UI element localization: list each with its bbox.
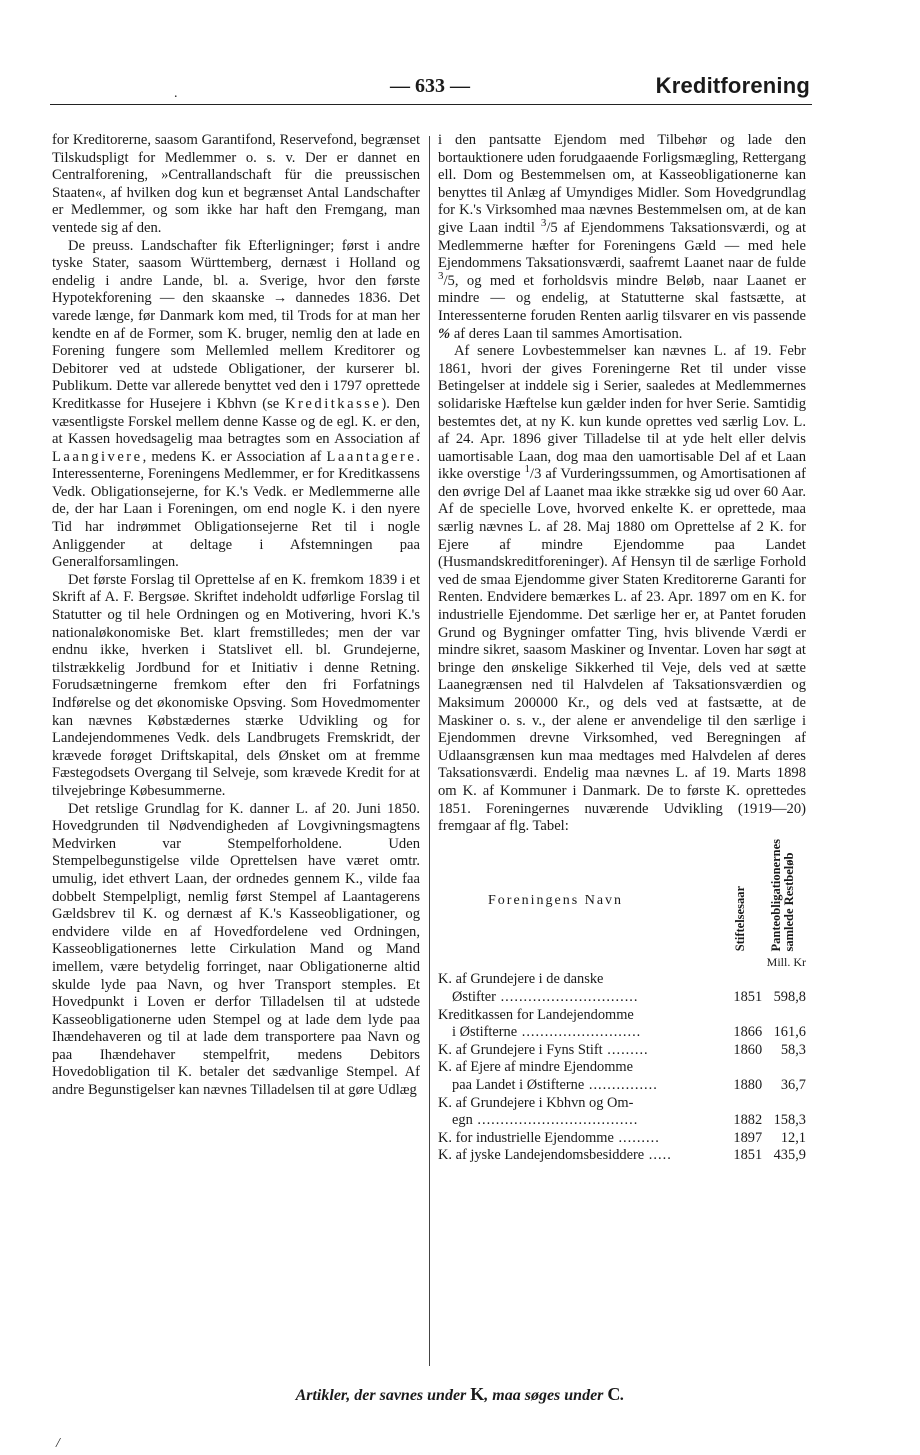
table-cell-name: i Østifterne .......................... [452, 1024, 642, 1041]
table-cell-name: K. af Grundejere i Kbhvn og Om- [438, 1094, 634, 1111]
footer-note: Artikler, der savnes under K, maa søges under C. [295, 1384, 625, 1404]
emphasis-kreditkasse: Kreditkasse [285, 395, 382, 412]
table-cell-name: K. for industrielle Ejendomme ......... [438, 1129, 660, 1146]
emphasis-laangivere: Laangivere [52, 448, 143, 465]
table-row [438, 1024, 806, 1042]
unit-label: Mill. Kr [766, 954, 806, 969]
table-cell-name: K. af Ejere af mindre Ejendomme [438, 1059, 633, 1076]
associations-table [438, 971, 806, 1165]
table-row [438, 1077, 806, 1095]
table-cell-value: 12,1 [780, 1129, 806, 1146]
table-row [438, 1130, 806, 1148]
left-paragraph-4: Det retslige Grundlag for K. danner L. af 20. Juni 1850. Hovedgrunden til Nødvendigheden af Lovgivningsmagtens Medvirken var Stempelforholdene. Uden Stempelbegunstigelse vilde Oprettelsen have været omtr. umulig, idet ethvert Laan, der ordnedes gennem K., vilde faa dobbelt Stempelpligt, nemlig først Stempel af Laantagerens Gældsbrev til K. og dernæst af K.'s Kasseobligationer, og endvidere vilde en af Hovedfordelene ved Ordningen, Kasseobligationernes lette Cirkulation Mand og Mand imellem, være betydelig forringet, naar Obligationerne altid skulde lyde paa Navn, og hver Transport stemples. Et Hovedpunkt i Loven er derfor Tilladelsen til at udstede Kasseobligationerne uden Stempel og at lade dem lyde paa Ihændehaveren og til at lade dem transportere paa Navn og paa Ihændehaver stempelfrit, medens Debitors Hovedobligation til K. betaler det sædvanlige Stempel. Af andre Begunstigelser kan nævnes Tilladelsen til at gøre Udlæg [52, 800, 420, 1099]
right-column [438, 132, 806, 1165]
table-row [438, 1147, 806, 1165]
table-cell-year: 1866 [733, 1024, 763, 1041]
right-paragraph-1: i den pantsatte Ejendom med Tilbehør og lade den bortauktionere uden forudgaaende Forligsmægling, Rettergang ell. Dom og Bestemmelsen om, at Kasseobligationerne kan benyttes til Anlæg af Umyndiges Midler. Som Hovedgrundlag for K.'s Virksomhed maa nævnes Bestemmelsen om, at de kan give Laan indtil $^3$/5 af Ejendommens Taksationsværdi, og at Medlemmerne hæfter for Foreningens Gæld — med hele Ejendommens Taksationsværdi, saafremt Laanet naar de fulde $^3$/5, og med et forholdsvis mindre Beløb, naar Laanet er mindre — og endelig, at Statutterne skal fastsætte, at Interessenterne foruden Renten aarlig tilsvarer en vis passende % af deres Laan til sammes Amortisation. [438, 132, 806, 342]
emphasis-laantagere: Laantagere [326, 448, 417, 465]
table-header [438, 840, 806, 952]
table-cell-year: 1860 [733, 1041, 763, 1058]
table-cell-name: K. af Grundejere i de danske [438, 971, 604, 988]
column-header-name: Foreningens Navn [488, 892, 624, 908]
left-column [52, 132, 420, 1100]
table-row [438, 1095, 806, 1113]
header-rule [50, 104, 812, 105]
table-cell-name: egn ................................... [452, 1112, 639, 1129]
table-cell-name: K. af Grundejere i Fyns Stift ......... [438, 1041, 649, 1058]
table-cell-value: 158,3 [773, 1112, 806, 1129]
table-cell-name: K. af jyske Landejendomsbesiddere ..... [438, 1147, 672, 1164]
table-row [438, 1112, 806, 1130]
table-row [438, 971, 806, 989]
table-cell-year: 1882 [733, 1112, 763, 1129]
table-cell-value: 161,6 [773, 1024, 806, 1041]
table-cell-name: Østifter .............................. [452, 988, 639, 1005]
table-cell-name: paa Landet i Østifterne ............... [452, 1076, 658, 1093]
left-paragraph-3: Det første Forslag til Oprettelse af en K. fremkom 1839 i et Skrift af A. F. Bergsøe. Skriftet indeholdt udførlige Forslag til Statutter og til hele Ordningen og en Motivering, hvori K.'s nationaløkonomiske Bet. klart fremstilledes; men der var endnu ikke, hverken i Statslivet ell. bl. Grundejerne, tilstrækkelig Jordbund for et Initiativ i denne Retning. Forudsætningerne fremkom efter den fri Forfatnings Indførelse og det økonomiske Opsving. Som Hovedmomenter kan nævnes Købstædernes stærke Udvikling og for Landejendommenes Vedk. dels Landbrugets Fremskridt, der krævede forøget Driftskapital, dels Ønsket om at fremme Fæstegodsets Overgang til Selveje, som krævede Kredit for at tilvejebringe Købesummerne. [52, 571, 420, 799]
column-header-year: Stiftelsesaar [733, 886, 747, 952]
column-divider [429, 136, 430, 1366]
table-cell-year: 1851 [733, 988, 763, 1005]
running-head: Kreditforening [655, 73, 810, 98]
left-paragraph-2: De preuss. Landschafter fik Efterligninger; først i andre tyske Stater, saasom Württemberg, dernæst i Holland og endelig i andre Lande, bl. a. Sverige, hvor den første Hypotekforening — den skaanske → dannedes 1836. Det varede længe, før Danmark kom med, til Trods for at man her kendte en af de Former, som K. bruger, nemlig den at lade en Forening fungere som Mellemled mellem Kreditorer og Debitorer ved at udstede Obligationer, der kurserer bl. Publikum. Dette var allerede benyttet ved den i 1797 oprettede Kreditkasse for Husejere i Kbhvn (se Kreditkasse). Den væsentligste Forskel mellem denne Kasse og de egl. K. er den, at Kassen hovedsagelig maa betragtes som en Association af Laangivere, medens K. er Association af Laantagere. Interessenterne, Foreningens Medlemmer, er for Kreditkassens Vedk. Obligationsejerne, for K.'s Vedk. er Medlemmerne alle de, der har Laan i Foreningen, om end nogle K. i den nyere Tid har indrømmet Obligationsejerne Ret til i nogle Anliggender at deltage i Afstemningen paa Generalforsamlingen. [52, 237, 420, 571]
table-row [438, 1007, 806, 1025]
table-row [438, 1042, 806, 1060]
table-cell-year: 1897 [733, 1129, 763, 1146]
table-cell-value: 58,3 [780, 1041, 806, 1058]
table-cell-value: 435,9 [773, 1147, 806, 1164]
stray-dot: . [174, 86, 178, 101]
margin-mark: / [56, 1436, 60, 1451]
percent-sign: % [438, 325, 451, 342]
table-cell-year: 1851 [733, 1147, 763, 1164]
table-row [438, 989, 806, 1007]
table-cell-value: 36,7 [780, 1076, 806, 1093]
table-cell-name: Kreditkassen for Landejendomme [438, 1006, 634, 1023]
right-paragraph-2: Af senere Lovbestemmelser kan nævnes L. af 19. Febr 1861, hvori der gives Foreningerne Ret til under visse Betingelser at inddele sig i Serier, saaledes at Medlemmernes solidariske Hæftelse kun gælder inden for hver Serie. Samtidig bestemtes det, at ny K. kun kunde oprettes ved særlig Lov. L. af 24. Apr. 1896 giver Tilladelse til at yde helt eller delvis uamortisable Laan, dog maa den uamortisable Del af et Laan ikke overstige $^1$/3 af Vurderingssummen, og Amortisationen af den øvrige Del af Laanet maa ikke strække sig ud over 60 Aar. Af de specielle Love, hvorved enkelte K. er oprettede, maa særlig nævnes L. af 28. Maj 1880 om Oprettelse af 2 K. for Ejere af mindre Ejendomme paa Landet (Husmandskreditforeninger). Af Hensyn til de særlige Forhold ved de smaa Ejendomme giver Staten Kreditorerne Garanti for Renten. Endvidere bemærkes L. af 23. Apr. 1897 om en K. for industrielle Ejendomme. Det særlige her er, at Pantet foruden Grund og Bygninger omfatter Ting, hvis blivende Værdi er mindre sikret, saasom Maskiner og Inventar. Loven har søgt at bringe den ønskelige Sikkerhed til Veje, dels ved at sætte Laanegrænsen ned til Halvdelen af Taksationsværdien og Maksimum 200000 Kr., og dels ved at fastsætte, at de Maskiner o. s. v., der alene er anvendelige til den særlige i Ejendommen drevne Virksomhed, ved Beregningen af Udlaansgrænsen kun maa medtages med Halvdelen af deres Taksationsværdi. Endelig maa nævnes L. af 19. Marts 1898 om K. af Kommuner i Danmark. De to første K. oprettedes 1851. Foreningernes nuværende Udvikling (1919—20) fremgaar af flg. Tabel: [438, 343, 807, 835]
page-number: — 633 — [390, 75, 470, 97]
table-cell-value: 598,8 [773, 988, 806, 1005]
column-header-value: Panteobligationernes samlede Restbeløb [769, 839, 796, 952]
table-row [438, 1059, 806, 1077]
left-paragraph-1: for Kreditorerne, saasom Garantifond, Reservefond, begrænset Tilskudspligt for Medlemmer o. s. v. Der er dannet en Centralforening, »Centrallandschaft für die preussischen Staaten«, af hvilken dog kun et begrænset Antal Landschafter er Medlemmer, og som ikke har haft den Fremgang, man ventede sig af den. [52, 132, 420, 236]
table-cell-year: 1880 [733, 1076, 763, 1093]
